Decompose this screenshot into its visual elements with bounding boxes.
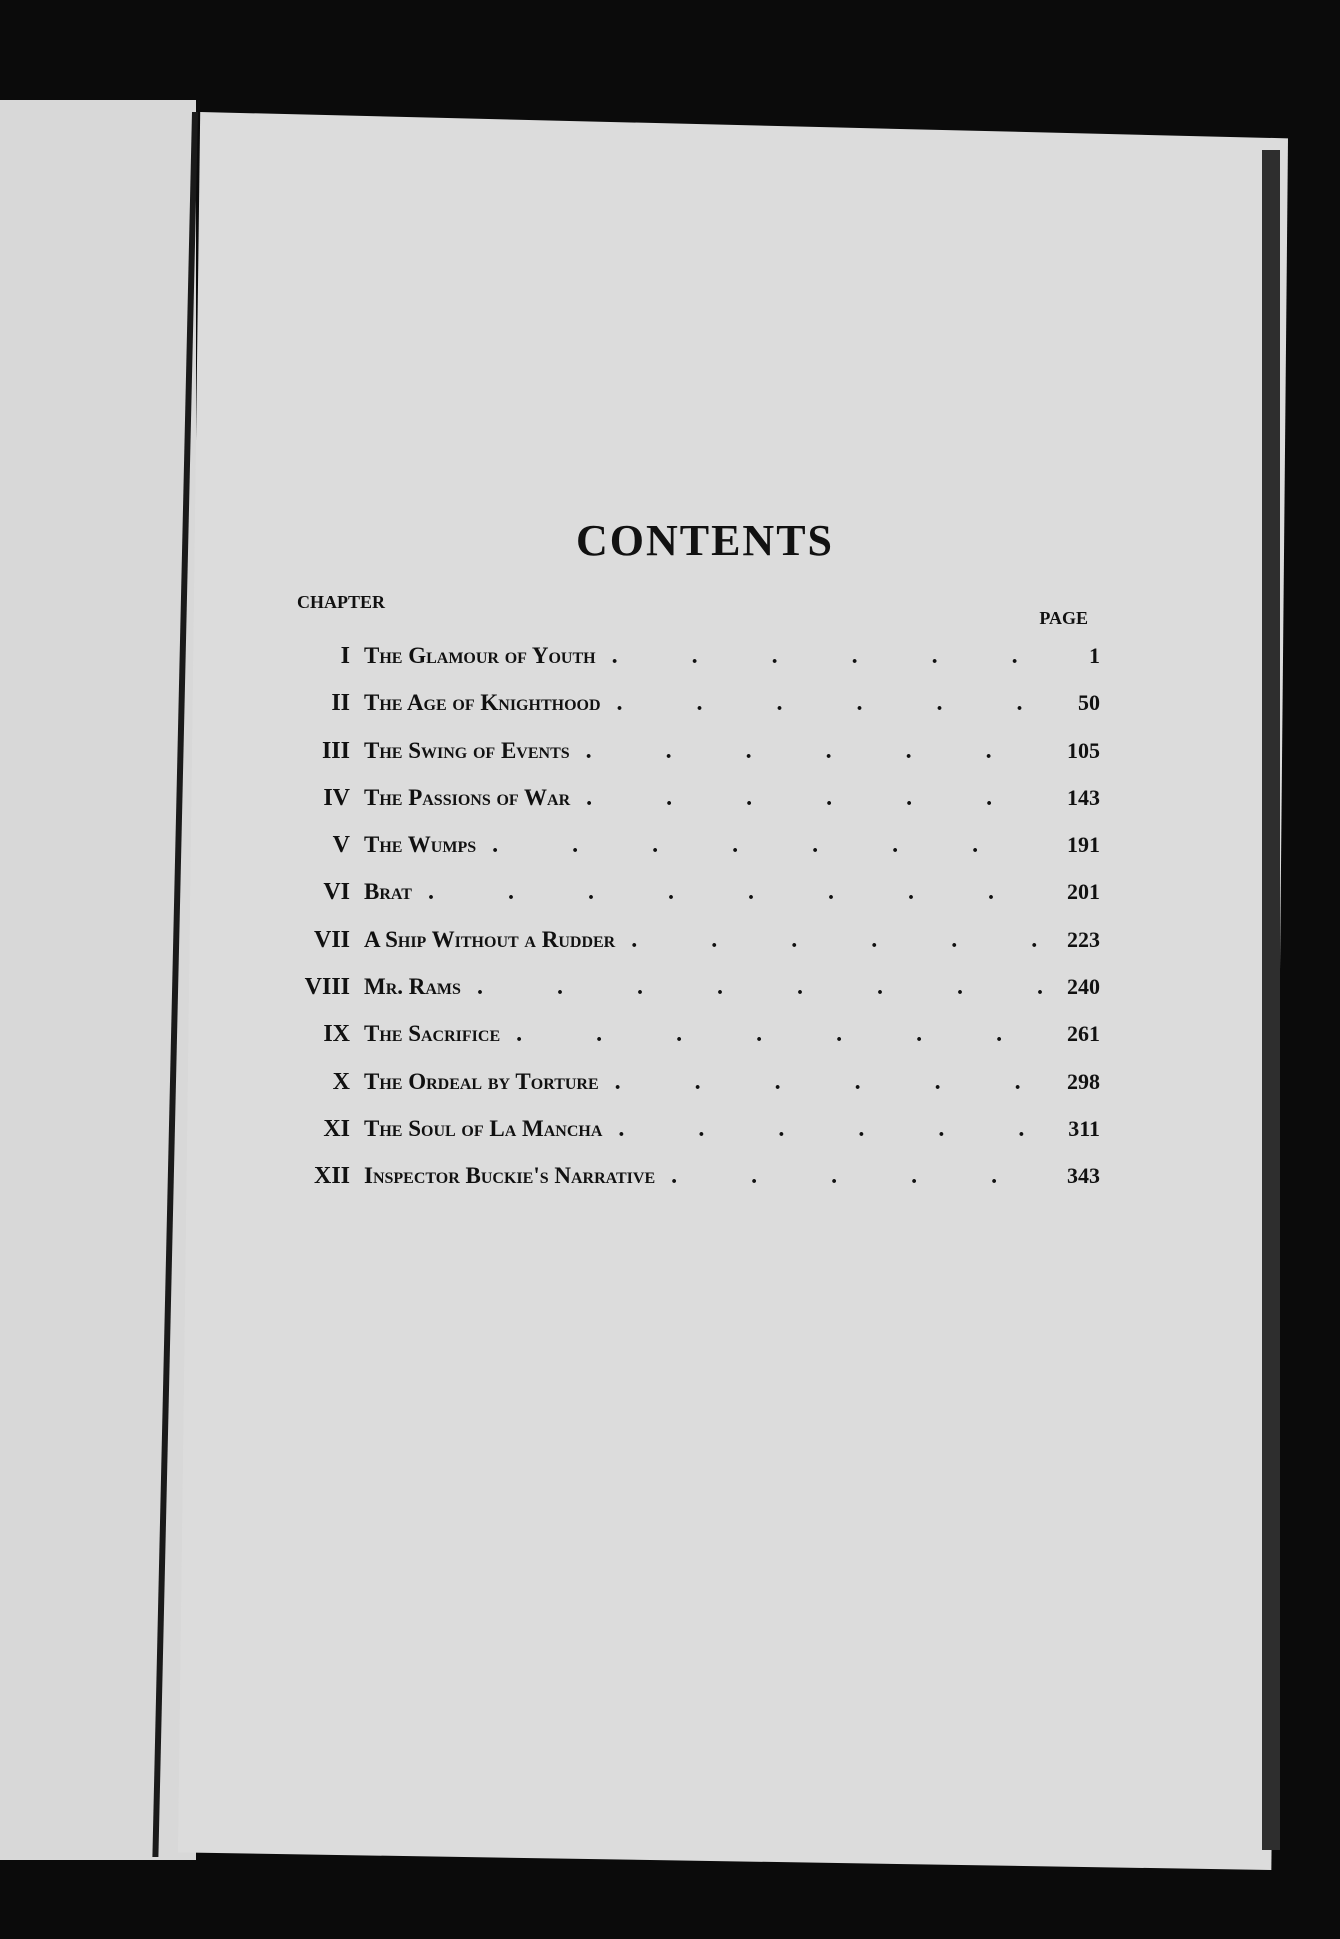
toc-entry [280, 974, 1100, 1021]
chapter-title: The Soul of La Mancha [364, 1115, 603, 1141]
chapter-title: Inspector Buckie's Narrative [364, 1163, 656, 1189]
chapter-title: The Glamour of Youth [364, 643, 596, 668]
dot-leaders [601, 690, 1044, 717]
dot-leaders [500, 1021, 1044, 1048]
dot-leaders [599, 1069, 1044, 1096]
chapter-number: IV [323, 784, 350, 811]
toc-entry [280, 1021, 1100, 1068]
page-number: 223 [1067, 926, 1100, 952]
page-edge-shadow [1262, 150, 1280, 1850]
toc-entry [280, 1069, 1100, 1116]
page-number: 105 [1067, 737, 1100, 763]
page-number: 343 [1067, 1163, 1100, 1189]
contents-heading: CONTENTS [575, 516, 835, 565]
chapter-title: Mr. Rams [364, 974, 461, 1000]
dot-leaders [596, 643, 1044, 670]
toc-entry [280, 1116, 1100, 1163]
toc-entry [280, 785, 1100, 832]
page-number: 240 [1067, 974, 1100, 1000]
table-of-contents [280, 515, 1100, 1215]
toc-entry [280, 643, 1100, 690]
chapter-title: The Sacrifice [364, 1021, 501, 1047]
dot-leaders [570, 785, 1044, 812]
chapter-number: V [332, 832, 350, 859]
dot-leaders [412, 879, 1044, 906]
toc-entry [280, 927, 1100, 974]
page-number: 1 [1089, 643, 1100, 668]
chapter-number: II [331, 690, 350, 717]
dot-leaders [615, 927, 1044, 954]
page-number: 201 [1067, 879, 1100, 905]
toc-entry [280, 879, 1100, 926]
page-number: 298 [1067, 1068, 1100, 1094]
toc-entry [280, 738, 1100, 785]
page-number: 261 [1067, 1021, 1100, 1047]
chapter-title: The Swing of Events [364, 737, 570, 763]
chapter-title: The Wumps [364, 832, 477, 858]
chapter-number: IX [323, 1021, 350, 1048]
chapter-title: A Ship Without a Rudder [364, 926, 616, 952]
page-number: 143 [1067, 784, 1100, 810]
chapter-number: III [321, 737, 350, 764]
page-number: 191 [1067, 832, 1100, 858]
chapter-number: VII [313, 926, 350, 953]
chapter-number: XI [323, 1115, 350, 1142]
chapter-number: X [332, 1068, 350, 1095]
chapter-title: The Ordeal by Torture [364, 1068, 599, 1094]
dot-leaders [570, 738, 1044, 765]
chapter-title: Brat [364, 879, 412, 905]
chapter-number: XII [313, 1163, 350, 1190]
left-page [0, 100, 196, 1860]
dot-leaders [602, 1116, 1044, 1143]
chapter-column-label: CHAPTER [297, 592, 386, 612]
chapter-title: The Passions of War [364, 784, 571, 810]
page-column-label: PAGE [1039, 608, 1088, 628]
toc-entry [280, 1163, 1100, 1210]
dot-leaders [655, 1163, 1044, 1190]
toc-entry [280, 690, 1100, 737]
page-number: 50 [1078, 690, 1100, 716]
toc-list [280, 643, 1100, 1211]
chapter-number: VI [323, 879, 350, 906]
dot-leaders [461, 974, 1044, 1001]
dot-leaders [476, 832, 1044, 859]
toc-entry [280, 832, 1100, 879]
chapter-number: VIII [304, 974, 350, 1001]
chapter-title: The Age of Knighthood [364, 690, 601, 716]
page-number: 311 [1068, 1115, 1100, 1141]
chapter-number: I [340, 643, 350, 669]
